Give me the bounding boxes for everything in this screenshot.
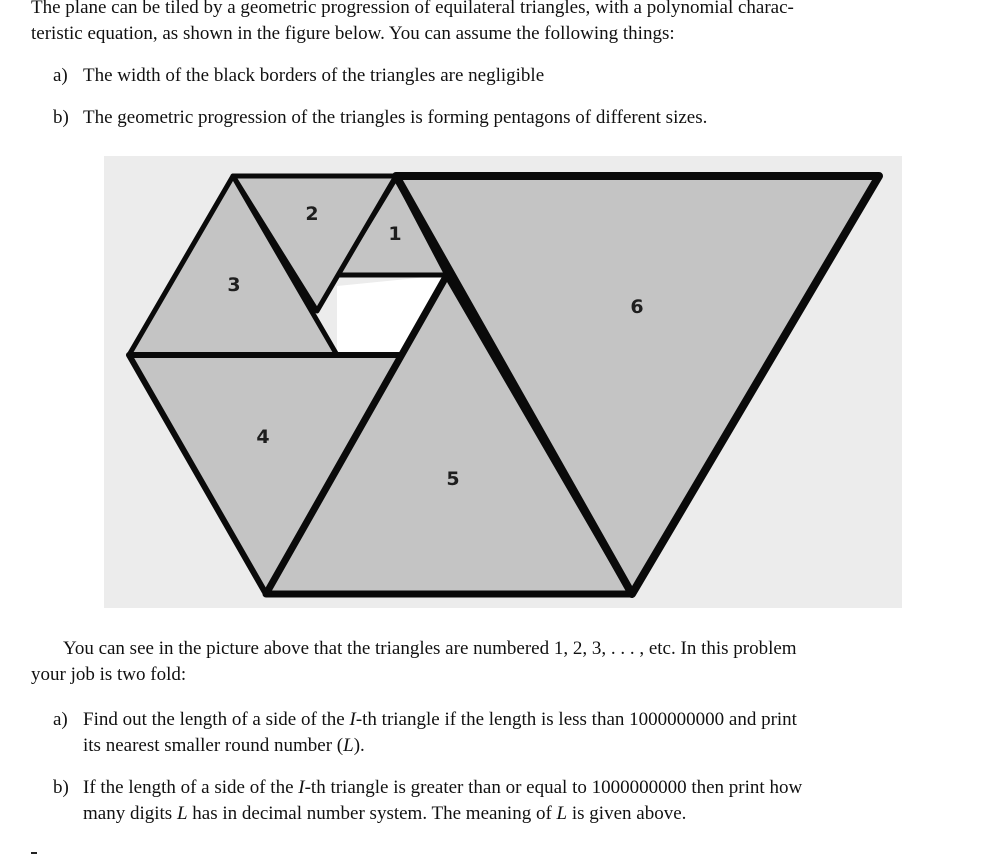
- assumption-a-text: The width of the black borders of the triangles are negligible: [83, 65, 545, 86]
- task-a-text-2: -th triangle if the length is less than 1000000000 and print: [355, 709, 797, 730]
- triangle-5-label: 5: [446, 468, 460, 490]
- triangle-shapes: [129, 176, 879, 594]
- assumption-b-text: The geometric progression of the triangles is forming pentagons of different sizes.: [83, 107, 708, 128]
- triangle-4-label: 4: [256, 426, 270, 448]
- task-a-marker: a): [53, 709, 68, 730]
- triangle-2-label: 2: [305, 203, 319, 225]
- task-b-text-2: -th triangle is greater than or equal to 1000000000 then print how: [304, 777, 803, 798]
- task-a-var-l: L: [343, 735, 354, 756]
- intro-paragraph: [31, 0, 976, 47]
- assumption-a: [53, 63, 978, 89]
- page-cut-mark: [31, 852, 37, 854]
- triangle-6-label: 6: [630, 296, 644, 318]
- task-b-var-l: L: [176, 803, 188, 824]
- triangle-tiling-svg: [104, 156, 902, 608]
- intro-line-1: The plane can be tiled by a geometric progression of equilateral triangles, with a polynomial charac-: [31, 0, 794, 18]
- task-b-text: [83, 775, 978, 827]
- task-a-text-4: ).: [353, 735, 365, 756]
- triangle-1-label: 1: [388, 223, 402, 245]
- task-a-var-i: I: [349, 709, 356, 730]
- task-b-var-i: I: [298, 777, 305, 798]
- task-intro-line-2: your job is two fold:: [31, 664, 187, 685]
- task-intro-paragraph: [31, 636, 976, 688]
- task-a-text-1: Find out the length of a side of the: [83, 709, 350, 730]
- task-b-text-3: many digits: [83, 803, 177, 824]
- task-a-text-3: its nearest smaller round number (: [83, 735, 344, 756]
- task-a: [53, 707, 978, 759]
- assumption-b: [53, 105, 978, 131]
- triangle-tiling-figure: [104, 156, 902, 608]
- task-b-var-l-2: L: [556, 803, 568, 824]
- task-b: [53, 775, 978, 827]
- task-b-text-5: is given above.: [567, 803, 687, 824]
- task-b-text-4: has in decimal number system. The meaning of: [187, 803, 557, 824]
- intro-line-2: teristic equation, as shown in the figure below. You can assume the following things:: [31, 23, 675, 44]
- task-a-text: [83, 707, 978, 759]
- triangle-3-label: 3: [227, 274, 241, 296]
- assumption-a-marker: a): [53, 65, 68, 86]
- task-b-marker: b): [53, 777, 69, 798]
- task-b-text-1: If the length of a side of the: [83, 777, 299, 798]
- task-intro-line-1: You can see in the picture above that the triangles are numbered 1, 2, 3, . . . , etc. In this problem: [63, 638, 797, 659]
- assumption-b-marker: b): [53, 107, 69, 128]
